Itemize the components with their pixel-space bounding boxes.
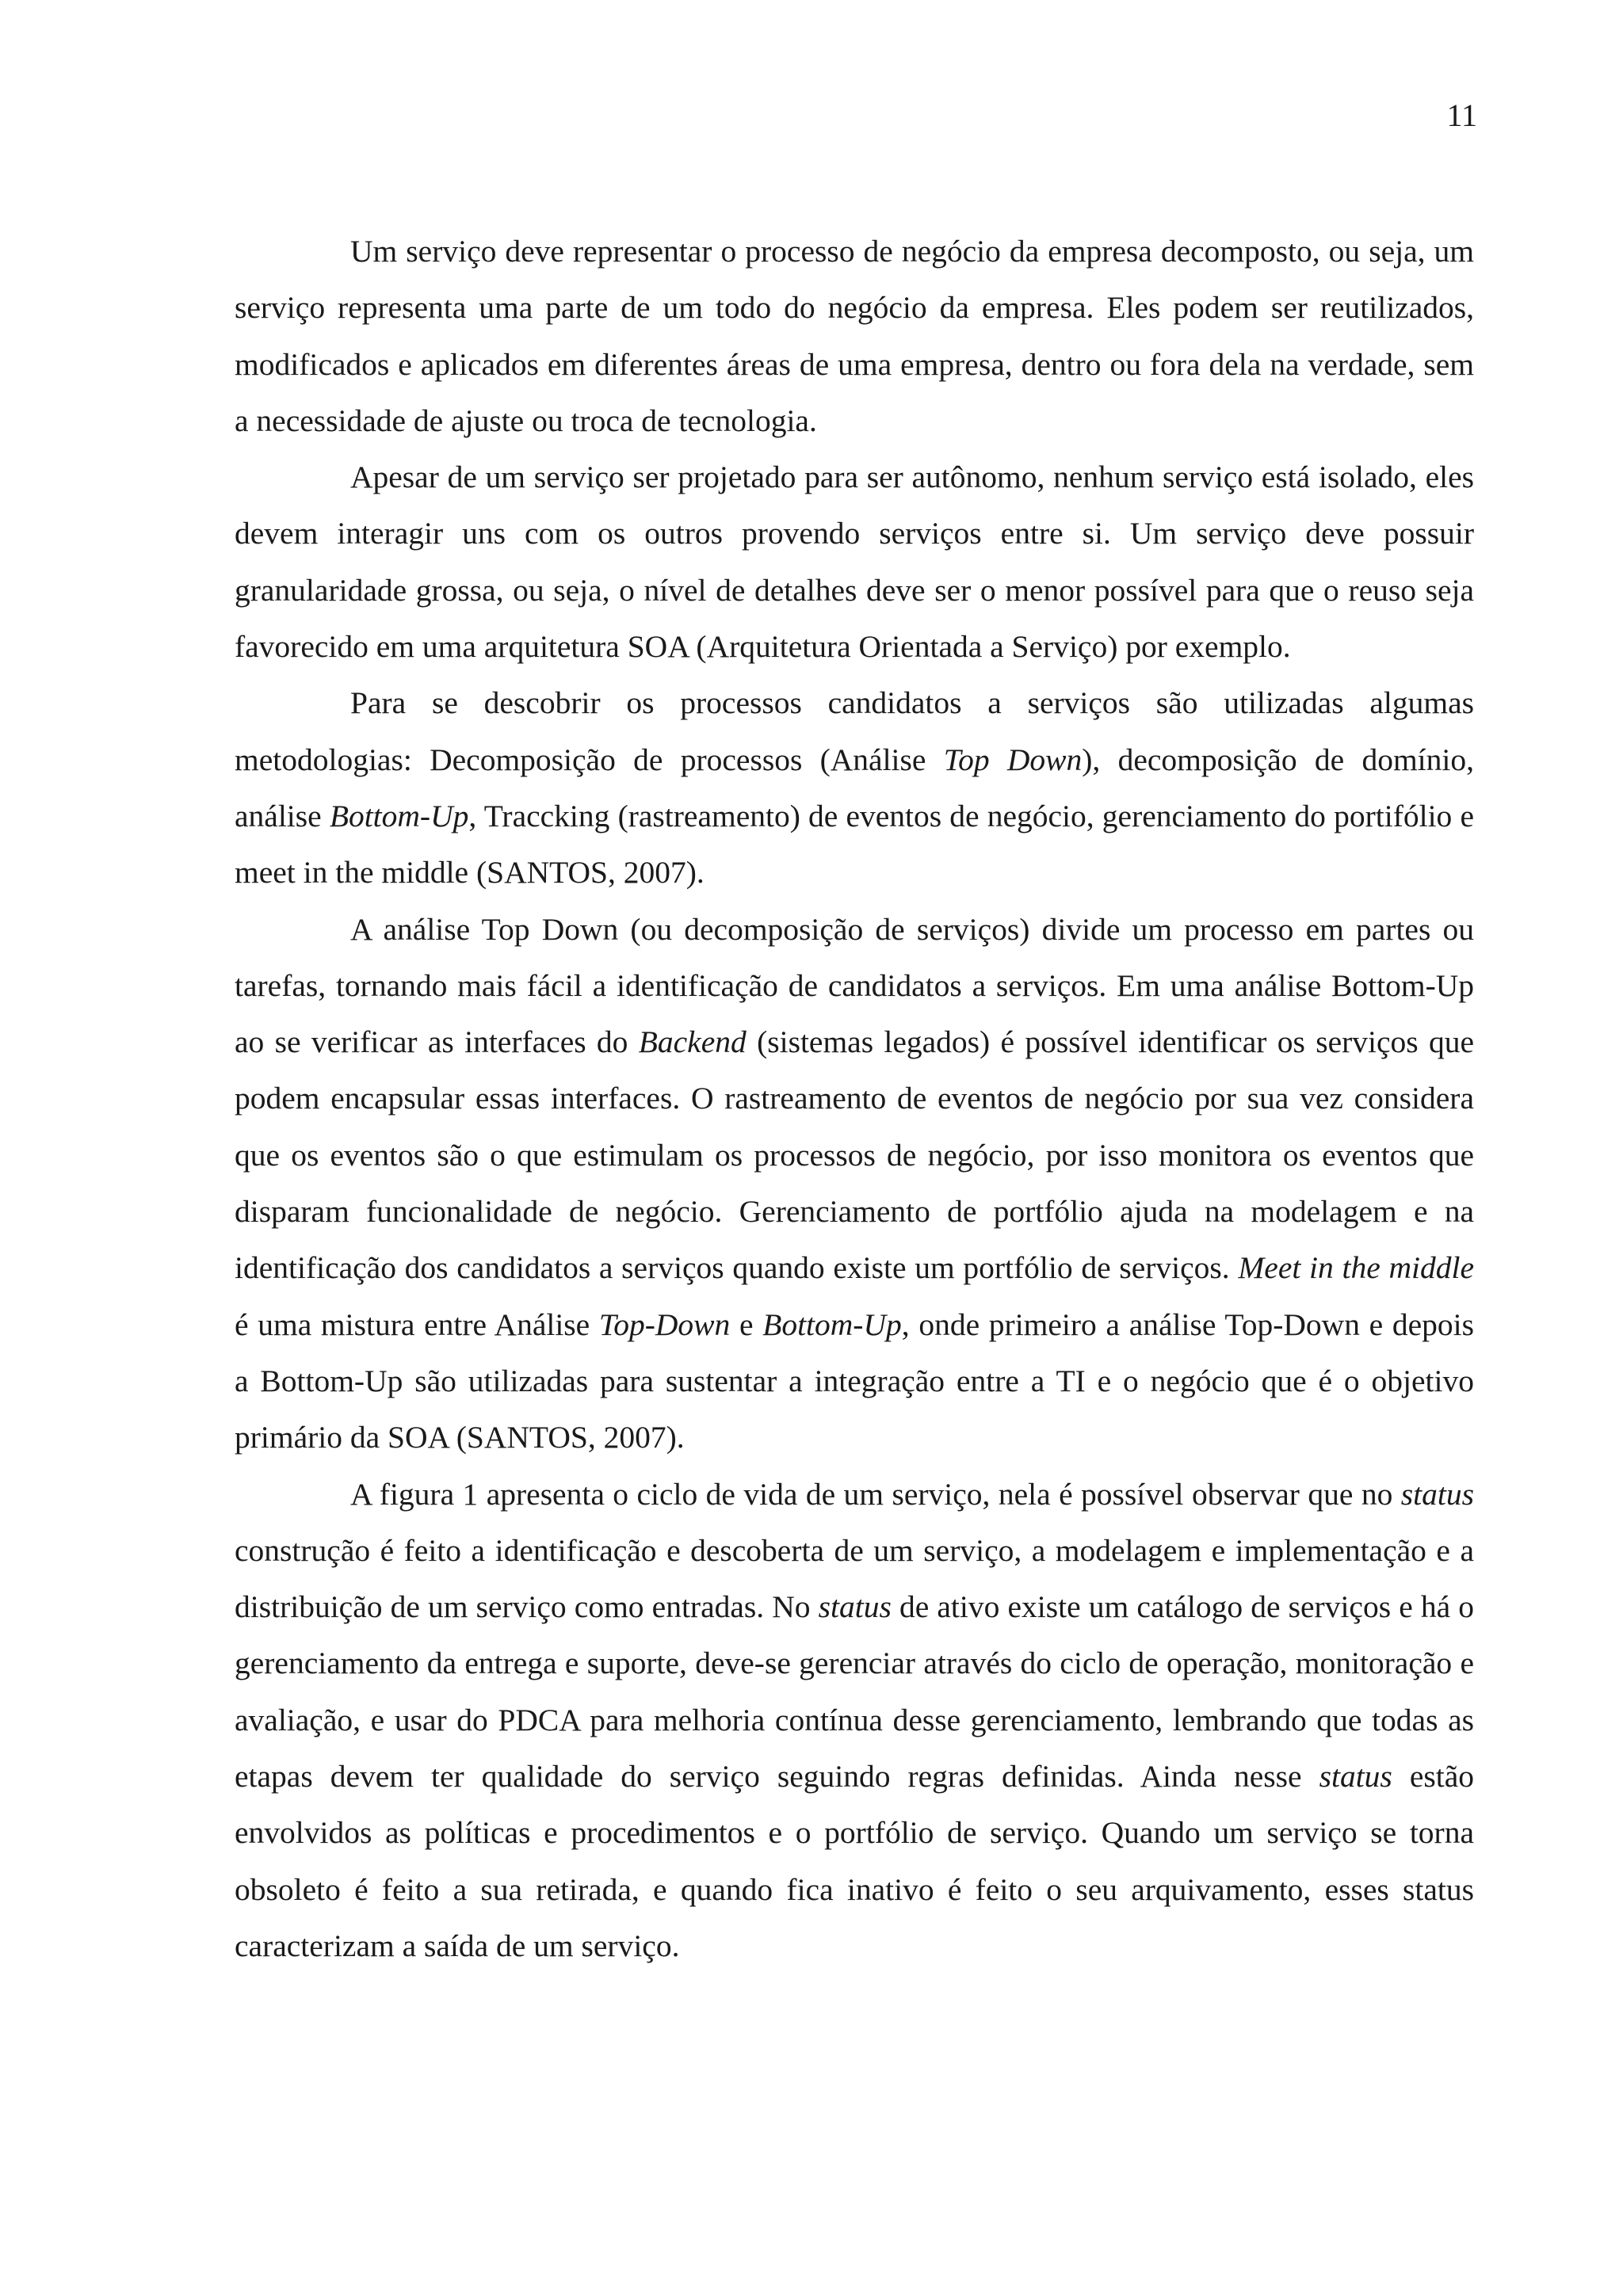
paragraph-text: A análise Top Down (ou decomposição de serviços) divide um processo em partes ou tarefas, tornando mais fácil a identificação de candidatos a serviços. Em uma análise Bottom-Up ao se verificar as interfaces do [235, 911, 1474, 1060]
italic-term: status [1319, 1759, 1392, 1794]
paragraph-text: é uma mistura entre Análise [235, 1306, 599, 1342]
paragraph [235, 902, 1474, 1466]
paragraph-text: A figura 1 apresenta o ciclo de vida de um serviço, nela é possível observar que no [350, 1476, 1401, 1512]
paragraph-text: ), decomposição de domínio, análise [235, 742, 1475, 833]
italic-term: status [818, 1589, 892, 1625]
paragraph-text: (sistemas legados) é possível identificar os serviços que podem encapsular essas interfaces. O rastreamento de eventos de negócio por sua vez considera que os eventos são o que estimulam os processos de negócio, por isso monitora os eventos que disparam funcionalidade de negócio. Gerenciamento de portfólio ajuda na modelagem e na identificação dos candidatos a serviços quando existe um portfólio de serviços. [235, 1024, 1475, 1286]
paragraph-text: Apesar de um serviço ser projetado para ser autônomo, nenhum serviço está isolado, eles devem interagir uns com os outros provendo serviços entre si. Um serviço deve possuir granularidade grossa, ou seja, o nível de detalhes deve ser o menor possível para que o reuso seja favorecido em uma arquitetura SOA (Arquitetura Orientada a Serviço) por exemplo. [235, 460, 1474, 665]
italic-term: Top-Down [598, 1306, 731, 1342]
paragraph-text: de ativo existe um catálogo de serviços e há o gerenciamento da entrega e suporte, deve-se gerenciar através do ciclo de operação, monitoração e avaliação, e usar do PDCA para melhoria contínua desse gerenciamento, lembrando que todas as etapas devem ter qualidade do serviço seguindo regras definidas. Ainda nesse [235, 1589, 1475, 1794]
italic-term: Bottom-Up [762, 1306, 902, 1342]
paragraph-text: e [730, 1306, 763, 1342]
paragraph-text: , onde primeiro a análise Top-Down e depois a Bottom-Up são utilizadas para sustentar a integração entre a TI e o negócio que é o objetivo primário da SOA (SANTOS, 2007). [235, 1306, 1474, 1455]
paragraph-text: construção é feito a identificação e descoberta de um serviço, a modelagem e implementação e a distribuição de um serviço como entradas. No [235, 1532, 1474, 1625]
paragraph-text: Um serviço deve representar o processo de negócio da empresa decomposto, ou seja, um serviço representa uma parte de um todo do negócio da empresa. Eles podem ser reutilizados, modificados e aplicados em diferentes áreas de uma empresa, dentro ou fora dela na verdade, sem a necessidade de ajuste ou troca de tecnologia. [235, 234, 1474, 438]
page-number: 11 [1446, 97, 1477, 133]
italic-term: Backend [638, 1024, 747, 1060]
italic-term: Meet in the middle [1238, 1250, 1474, 1286]
paragraph-text: estão envolvidos as políticas e procedimentos e o portfólio de serviço. Quando um serviço se torna obsoleto é feito a sua retirada, e quando fica inativo é feito o seu arquivamento, esses status caracterizam a saída de um serviço. [235, 1759, 1474, 1963]
italic-term: status [1400, 1476, 1474, 1512]
paragraph [235, 223, 1474, 449]
paragraph-text: Para se descobrir os processos candidatos a serviços são utilizadas algumas metodologias: Decomposição de processos (Análise [235, 685, 1474, 777]
italic-term: Top Down [943, 742, 1083, 777]
paragraph [235, 1466, 1474, 1975]
italic-term: Bottom-Up [329, 798, 469, 833]
paragraph [235, 675, 1474, 901]
paragraph-text: , Traccking (rastreamento) de eventos de negócio, gerenciamento do portifólio e meet in the middle (SANTOS, 2007). [235, 798, 1474, 891]
paragraph [235, 449, 1474, 675]
document-body [235, 223, 1474, 1974]
